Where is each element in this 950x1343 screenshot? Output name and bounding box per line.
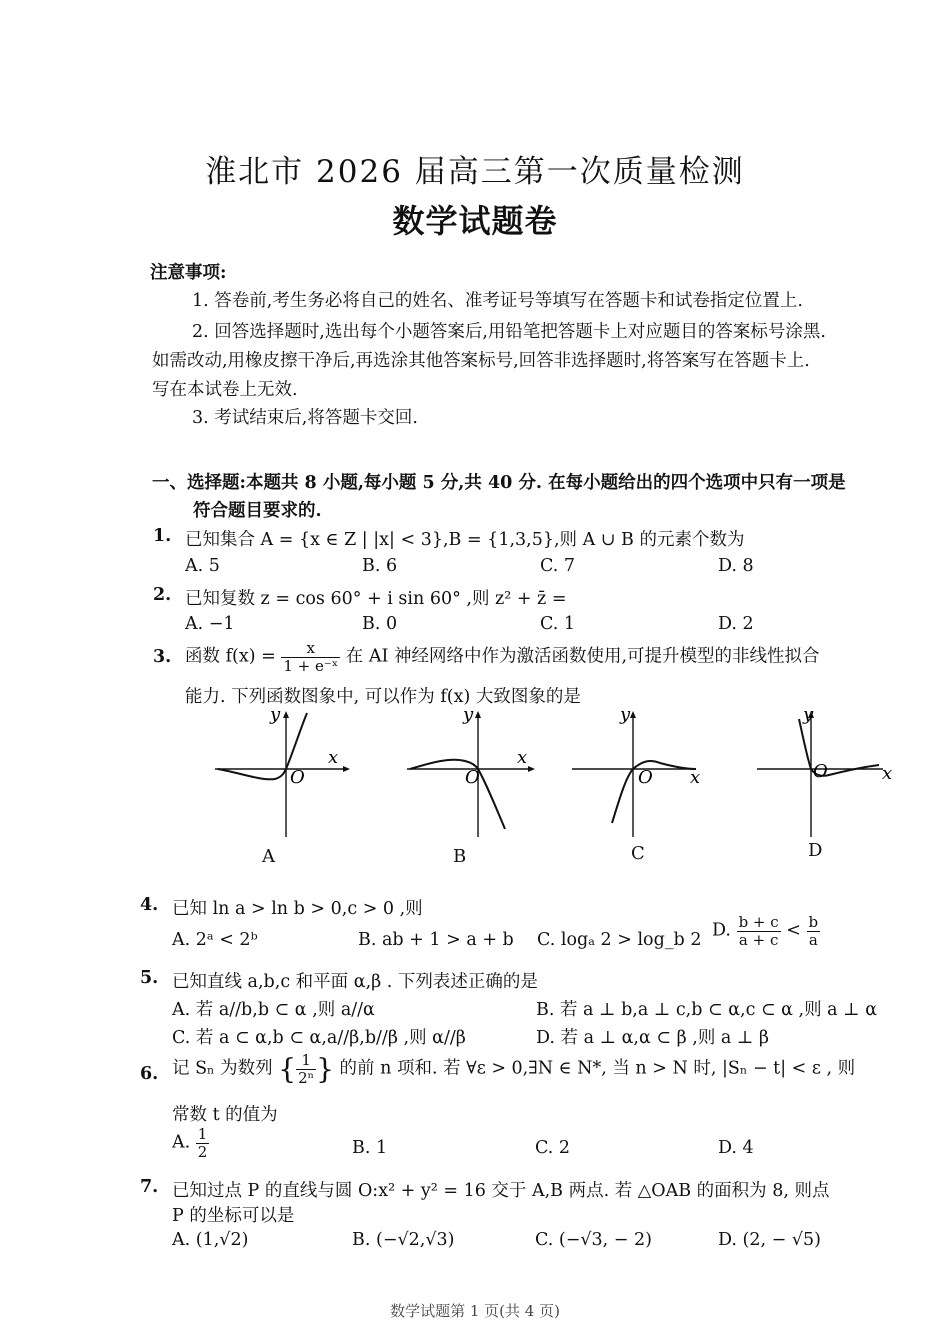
q6-fraction [296,1052,316,1086]
graph-d-y-label: y [803,704,814,725]
q6-a-label: A. [172,1132,191,1153]
q6-a-frac [196,1126,210,1160]
q1-option-c: C. 7 [540,556,576,576]
q3-graph-a [210,705,360,845]
graph-d-x-label: x [882,763,893,784]
q5-option-c: C. 若 a ⊂ α,b ⊂ α,a//β,b//β ,则 α//β [172,1028,466,1048]
q2-option-c: C. 1 [540,614,576,634]
q4-d-den2: a [808,930,818,949]
section-heading: 一、选择题:本题共 8 小题,每小题 5 分,共 40 分. 在每小题给出的四个选项中只有一项是 [152,473,846,493]
graph-a-y-label: y [270,704,281,725]
q3-fraction [281,640,340,674]
q5-option-a: A. 若 a//b,b ⊂ α ,则 a//α [172,1000,375,1020]
q3-stem-pre: 函数 f(x) = [185,646,276,667]
q6-frac-num: 1 [296,1052,316,1070]
q2-option-a: A. −1 [185,614,235,634]
q3-graph-c-label: C [631,843,645,864]
q3-stem-post: 在 AI 神经网络中作为激活函数使用,可提升模型的非线性拟合 [345,646,820,667]
q3-graph-d-label: D [808,840,823,861]
graph-a-x-label: x [328,747,339,768]
graph-c-origin: O [638,767,653,788]
q4-d-num1: b + c [738,913,779,931]
q4-d-den1: a + c [738,930,779,949]
q2-number: 2. [153,585,172,605]
q4-d-label: D. [712,920,731,941]
q4-d-frac2 [807,914,821,948]
q6-stem-pre: 记 Sₙ 为数列 [172,1058,273,1079]
q3-number: 3. [153,647,172,667]
q2-option-d: D. 2 [718,614,754,634]
q3-stem-line2: 能力. 下列函数图象中, 可以作为 f(x) 大致图象的是 [185,687,581,707]
notice-item-2: 2. 回答选择题时,选出每个小题答案后,用铅笔把答题卡上对应题目的答案标号涂黑. [192,322,826,342]
q4-option-c: C. logₐ 2 > log_b 2 [537,930,702,950]
q7-option-a: A. (1,√2) [172,1230,249,1250]
q3-graph-c [570,705,720,845]
q7-option-c: C. (−√3, − 2) [535,1230,652,1250]
notice-item-2-cont: 如需改动,用橡皮擦干净后,再选涂其他答案标号,回答非选择题时,将答案写在答题卡上. [152,351,810,371]
notice-item-2-cont2: 写在本试卷上无效. [152,380,298,400]
q6-stem [172,1052,855,1086]
graph-a-origin: O [290,767,305,788]
q1-stem: 已知集合 A = {x ∈ Z | |x| < 3},B = {1,3,5},则 A ∪ B 的元素个数为 [185,530,745,550]
q6-frac-den: 2ⁿ [298,1068,315,1087]
q4-d-num2: b [808,913,819,931]
q1-option-d: D. 8 [718,556,754,576]
graph-d-origin: O [813,761,828,782]
q4-d-frac1 [737,914,781,948]
q3-frac-den: 1 + e⁻ˣ [283,656,339,675]
q5-option-b: B. 若 a ⊥ b,a ⊥ c,b ⊂ α,c ⊂ α ,则 a ⊥ α [536,1000,878,1020]
q6-option-a [172,1126,209,1160]
notice-heading: 注意事项: [150,263,227,283]
notice-item-1: 1. 答卷前,考生务必将自己的姓名、准考证号等填写在答题卡和试卷指定位置上. [192,291,803,311]
q4-option-b: B. ab + 1 > a + b [358,930,514,950]
q4-option-a: A. 2ᵃ < 2ᵇ [172,930,258,950]
q4-option-d [712,914,820,948]
q1-number: 1. [153,526,172,546]
q6-brace-left: { [278,1052,297,1086]
q6-option-b: B. 1 [352,1138,388,1158]
q3-stem [185,640,820,674]
q6-brace-right: } [316,1052,334,1086]
q6-number: 6. [140,1064,159,1084]
q3-graph-b-label: B [453,846,467,867]
q3-frac-num: x [281,640,340,658]
q6-option-d: D. 4 [718,1138,754,1158]
q6-option-c: C. 2 [535,1138,571,1158]
q7-option-d: D. (2, − √5) [718,1230,821,1250]
q6-a-den: 2 [197,1142,208,1161]
q6-stem-line2: 常数 t 的值为 [172,1105,278,1125]
page-footer: 数学试题第 1 页(共 4 页) [390,1302,560,1320]
q7-stem: 已知过点 P 的直线与圆 O:x² + y² = 16 交于 A,B 两点. 若 △OAB 的面积为 8, 则点 [172,1181,830,1201]
exam-title: 淮北市 2026 届高三第一次质量检测 [205,154,745,190]
graph-b-y-label: y [463,704,474,725]
q7-option-b: B. (−√2,√3) [352,1230,455,1250]
q5-stem: 已知直线 a,b,c 和平面 α,β . 下列表述正确的是 [172,972,538,992]
graph-c-x-label: x [690,767,701,788]
q6-a-num: 1 [197,1125,208,1143]
q5-number: 5. [140,968,159,988]
q4-stem: 已知 ln a > ln b > 0,c > 0 ,则 [172,899,423,919]
notice-item-3: 3. 考试结束后,将答题卡交回. [192,408,418,428]
section-heading-cont: 符合题目要求的. [193,501,322,521]
q4-number: 4. [140,895,159,915]
q6-stem-post: 的前 n 项和. 若 ∀ε > 0,∃N ∈ N*, 当 n > N 时, |Sₙ − t| < ε , 则 [339,1058,856,1079]
q3-graph-b [405,705,555,845]
q4-d-rel: < [786,920,801,941]
q5-option-d: D. 若 a ⊥ α,α ⊂ β ,则 a ⊥ β [536,1028,770,1048]
graph-b-x-label: x [517,747,528,768]
q2-stem: 已知复数 z = cos 60° + i sin 60° ,则 z² + z̄ = [185,589,567,609]
exam-subtitle: 数学试题卷 [392,202,558,240]
q7-stem-line2: P 的坐标可以是 [172,1206,295,1226]
q1-option-a: A. 5 [185,556,220,576]
graph-b-origin: O [465,767,480,788]
q3-graph-d [755,705,905,845]
q2-option-b: B. 0 [362,614,398,634]
q7-number: 7. [140,1177,159,1197]
graph-c-y-label: y [620,704,631,725]
q1-option-b: B. 6 [362,556,398,576]
q3-graph-a-label: A [262,846,275,867]
